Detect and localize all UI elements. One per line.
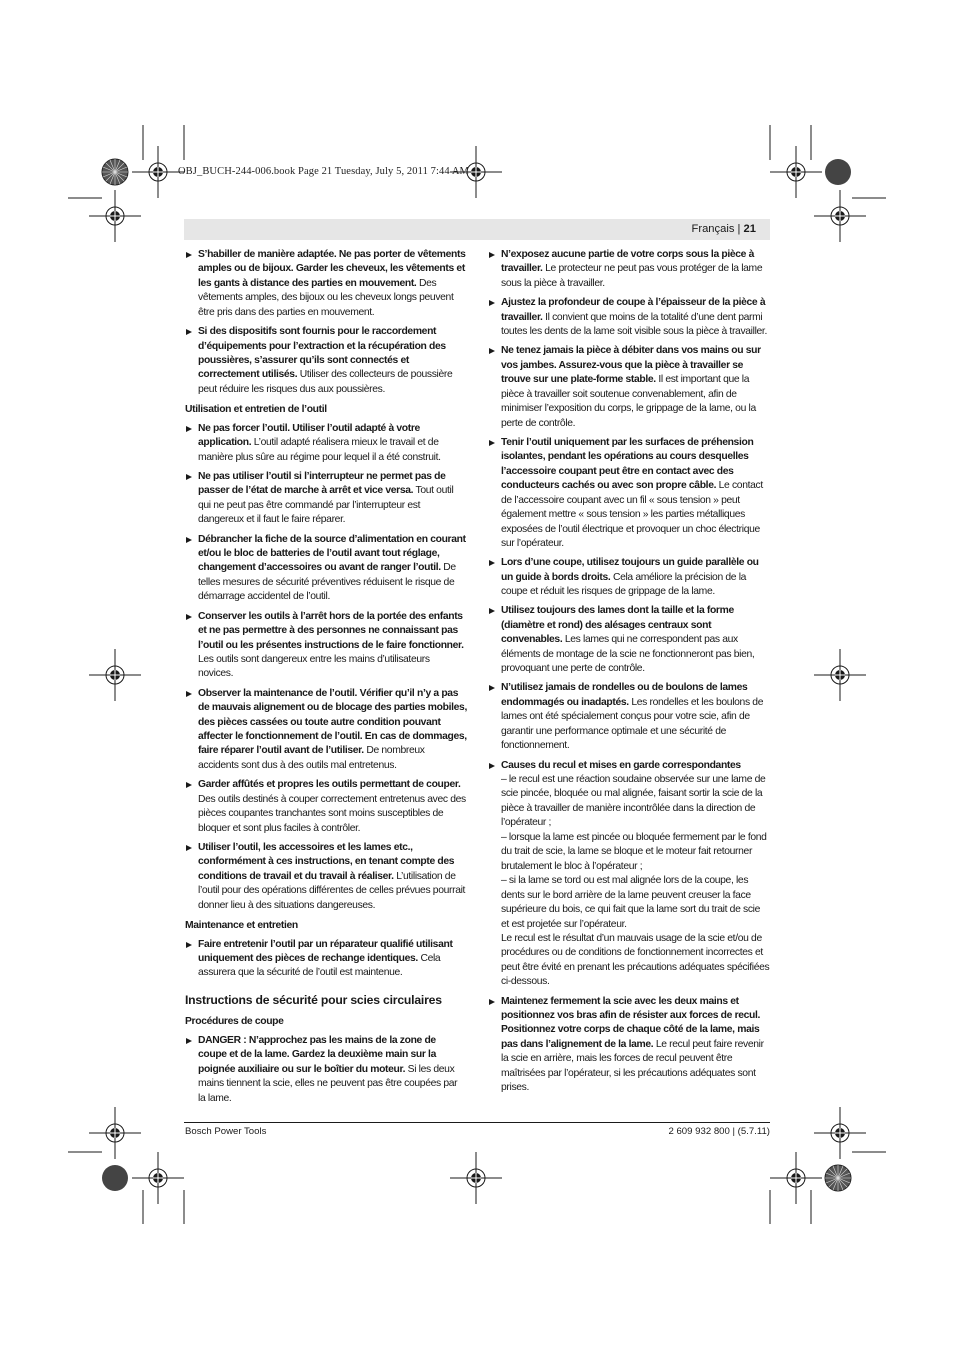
bullet-triangle-icon	[489, 560, 495, 566]
item-bold: Maintenez fermement la scie avec les deux mains et positionnez vos bras afin de résister aux forces de recul. Positionnez votre corps de chaque côté de la lame, mais pas dans l’alignement de la lame.	[501, 995, 761, 1050]
header-language: Français	[691, 223, 735, 235]
item-text: Utiliser des collecteurs de poussière peut réduire les risques dus aux poussières.	[198, 369, 453, 395]
list-item	[185, 610, 467, 682]
print-slug: OBJ_BUCH-244-006.book Page 21 Tuesday, July 5, 2011 7:44 AM	[178, 166, 469, 177]
item-bold: Garder affûtés et propres les outils permettant de couper.	[198, 779, 461, 791]
bullet-triangle-icon	[489, 763, 495, 769]
item-text: Cela assurera que la sécurité de l’outil est maintenue.	[198, 952, 441, 979]
list-item	[185, 325, 467, 397]
item-bold: Utilisez toujours des lames dont la taille et la forme (diamètre et rond) des alésages centraux sont convenables.	[501, 605, 734, 646]
bullet-triangle-icon	[489, 348, 495, 354]
item-bold: Ne pas utiliser l’outil si l’interrupteur ne permet pas de passer de l’état de marche à arrêt et vice versa.	[198, 470, 446, 497]
item-text: Des vêtements amples, des bijoux ou les cheveux longs peuvent être pris dans des parties en mouvement.	[198, 277, 454, 318]
item-bold: Observer la maintenance de l’outil. Vérifier qu’il n’y a pas de mauvais alignement ou de blocage des parties mobiles, des pièces cassées ou toute autre condition pouvant affecter le fonctionnement de l’outil. En cas de dommages, faire réparer l’outil avant de l’utiliser.	[198, 687, 467, 757]
list-item	[488, 995, 770, 1096]
bullet-triangle-icon	[186, 426, 192, 432]
item-bold: DANGER : N’approchez pas les mains de la zone de coupe et de la lame. Gardez la deuxième main sur la poignée auxiliaire ou sur le boîtier du moteur.	[198, 1034, 436, 1075]
item-bold: Ne tenez jamais la pièce à débiter dans vos mains ou sur vos jambes. Assurez-vous que la pièce à travailler se trouve sur une plate-forme stable.	[501, 345, 761, 386]
subheading-use: Utilisation et entretien de l’outil	[185, 404, 327, 416]
item-bold: Tenir l’outil uniquement par les surfaces de préhension isolantes, pendant les opérations au cours desquelles l’accessoire coupant peut être en contact avec des conducteurs cachés ou avec son propre câble.	[501, 436, 754, 492]
item-text: Si les deux mains tiennent la scie, elles ne peuvent pas être coupées par la lame.	[198, 1063, 458, 1104]
item-text: Tout outil qui ne peut pas être commandé par l’interrupteur est dangereux et il faut le faire réparer.	[198, 485, 454, 526]
section-title: Instructions de sécurité pour scies circulaires	[185, 992, 442, 1007]
kickback-paragraph: – si la lame se tord ou est mal alignée lors de la coupe, les dents sur le bord arrière de la lame peuvent creuser la face supérieure du bois, ce qui fait que la lame sort du trait de scie et est projetée sur l’opérateur.	[501, 875, 760, 930]
item-text: Le protecteur ne peut pas vous protéger de la lame sous la pièce à travailler.	[501, 263, 763, 289]
list-item	[488, 296, 770, 339]
subheading-maintenance: Maintenance et entretien	[185, 920, 298, 932]
bullet-triangle-icon	[186, 329, 192, 335]
list-item	[488, 248, 770, 291]
bullet-triangle-icon	[186, 942, 192, 948]
list-item	[488, 556, 770, 599]
page-header	[184, 219, 770, 240]
bullet-triangle-icon	[489, 252, 495, 258]
kickback-paragraph: – lorsque la lame est pincée ou bloquée fermement par le fond du trait de scie, la lame se bloque et le moteur fait retourner brutalement le bloc à l’opérateur ;	[501, 831, 767, 872]
bullet-triangle-icon	[489, 999, 495, 1005]
item-text: De nombreux accidents sont dus à des outils mal entretenus.	[198, 745, 425, 771]
subheading-cutting: Procédures de coupe	[185, 1016, 284, 1028]
item-text: Il convient que moins de la totalité d’une dent parmi toutes les dents de la lame soit visible sous la pièce à travailler.	[501, 311, 767, 338]
left-column	[185, 248, 467, 1111]
list-item	[185, 422, 467, 465]
item-bold: Si des dispositifs sont fournis pour le raccordement d’équipements pour l’extraction et la récupération des poussières, s’assurer qu’ils sont connectés et correctement utilisés.	[198, 326, 446, 381]
list-item	[185, 938, 467, 981]
footer-rule	[184, 1122, 770, 1123]
bullet-triangle-icon	[186, 1038, 192, 1044]
item-bold: N’utilisez jamais de rondelles ou de boulons de lames endommagés ou inadaptés.	[501, 682, 748, 708]
bullet-triangle-icon	[489, 300, 495, 306]
list-item	[185, 1034, 467, 1106]
page-number: 21	[743, 223, 756, 235]
item-bold: Causes du recul et mises en garde correspondantes	[501, 759, 741, 771]
item-text: Les lames qui ne correspondent pas aux éléments de montage de la scie ne fonctionneront pas bien, provoquant une perte de contrôle.	[501, 634, 755, 675]
footer-doc-number: 2 609 932 800 | (5.7.11)	[668, 1126, 770, 1137]
item-text: L’outil adapté réalisera mieux le travail et de manière plus sûre au régime pour lequel il a été construit.	[198, 437, 441, 463]
kickback-paragraph: – le recul est une réaction soudaine observée sur une lame de scie pincée, bloquée ou mal alignée, faisant sortir la scie de la pièce à travailler de manière incontrôlée dans la direction de l’opérateur ;	[501, 773, 766, 829]
list-item	[488, 681, 770, 753]
list-item	[488, 344, 770, 431]
item-text: Les rondelles et les boulons de lames ont été spécialement conçus pour votre scie, afin de garantir une performance optimale et une sécurité de fonctionnement.	[501, 696, 764, 752]
item-bold: Lors d’une coupe, utilisez toujours un guide parallèle ou un guide à bords droits.	[501, 557, 759, 583]
item-bold: N’exposez aucune partie de votre corps sous la pièce à travailler.	[501, 249, 755, 275]
bullet-triangle-icon	[489, 685, 495, 691]
list-item	[185, 841, 467, 913]
right-column	[488, 248, 770, 1101]
item-bold: Faire entretenir l’outil par un réparateur qualifié utilisant uniquement des pièces de rechange identiques.	[198, 938, 453, 964]
item-text: Il est important que la pièce à travailler soit soutenue convenablement, afin de minimiser l’exposition du corps, le grippage de la lame, ou la perte de contrôle.	[501, 374, 756, 429]
kickback-paragraph: Le recul est le résultat d’un mauvais usage de la scie et/ou de procédures ou de conditions de fonctionnement incorrectes et peut être évité en prenant les précautions adéquates spécifiées ci-dessous.	[501, 932, 770, 988]
bullet-triangle-icon	[186, 782, 192, 788]
bullet-triangle-icon	[186, 614, 192, 620]
bullet-triangle-icon	[186, 845, 192, 851]
bullet-triangle-icon	[489, 440, 495, 446]
footer-brand: Bosch Power Tools	[185, 1126, 267, 1137]
item-text: Des outils destinés à couper correctement entretenus avec des pièces coupantes tranchantes sont moins susceptibles de bloquer et sont plus faciles à contrôler.	[198, 793, 466, 834]
item-bold: Utiliser l’outil, les accessoires et les lames etc., conformément à ces instructions, en tenant compte des conditions de travail et du travail à réaliser.	[198, 841, 455, 882]
item-bold: S’habiller de manière adaptée. Ne pas porter de vêtements amples ou de bijoux. Garder les cheveux, les vêtements et les gants à distance des parties en mouvement.	[198, 249, 466, 289]
list-item	[185, 533, 467, 605]
list-item	[185, 778, 467, 836]
item-text: L’utilisation de l’outil pour des opérations différentes de celles prévues pourrait donner lieu à des situations dangereuses.	[198, 870, 466, 911]
item-bold: Conserver les outils à l’arrêt hors de la portée des enfants et ne pas permettre à des personnes ne connaissant pas l’outil ou les présentes instructions de le faire fonctionner.	[198, 610, 464, 651]
bullet-triangle-icon	[489, 608, 495, 614]
header-label	[692, 223, 756, 235]
item-text: Les outils sont dangereux entre les mains d’utilisateurs novices.	[198, 653, 430, 680]
bullet-triangle-icon	[186, 474, 192, 480]
list-item	[185, 470, 467, 528]
item-text: Le recul peut faire revenir la scie en arrière, mais les forces de recul peuvent être maîtrisées par l’opérateur, si les précautions adéquates sont prises.	[501, 1038, 764, 1094]
item-bold: Ajustez la profondeur de coupe à l’épaisseur de la pièce à travailler.	[501, 297, 766, 323]
item-text: Le contact de l’accessoire coupant avec un fil « sous tension » peut également mettre « sous tension » les parties métalliques exposées de l’outil électrique et provoquer un choc électrique sur l’opérateur.	[501, 480, 763, 549]
list-item	[488, 436, 770, 552]
header-separator: |	[734, 223, 744, 235]
list-item	[185, 248, 467, 320]
bullet-triangle-icon	[186, 691, 192, 697]
list-item-kickback	[488, 759, 770, 990]
list-item	[488, 604, 770, 676]
bullet-triangle-icon	[186, 252, 192, 258]
item-bold: Débrancher la fiche de la source d’alimentation en courant et/ou le bloc de batteries de l’outil avant tout réglage, changement d’accessoires ou avant de ranger l’outil.	[198, 533, 466, 574]
bullet-triangle-icon	[186, 537, 192, 543]
item-bold: Ne pas forcer l’outil. Utiliser l’outil adapté à votre application.	[198, 422, 420, 449]
list-item	[185, 687, 467, 774]
item-text: De telles mesures de sécurité préventives réduisent le risque de démarrage accidentel de l’outil.	[198, 562, 456, 603]
item-text: Cela améliore la précision de la coupe et réduit les risques de grippage de la lame.	[501, 571, 747, 598]
